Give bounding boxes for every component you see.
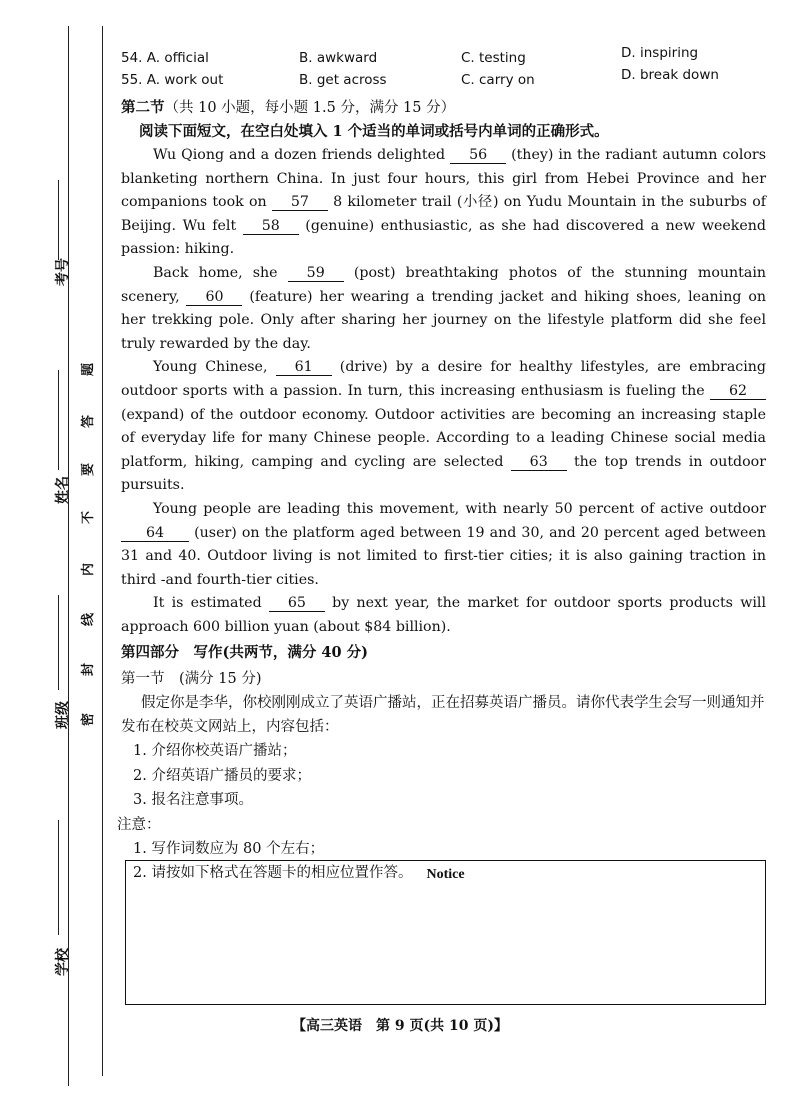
seal-char: 封 bbox=[81, 662, 97, 677]
part4-heading: 第四部分 写作(共两节，满分 40 分) bbox=[121, 644, 368, 662]
seal-char: 密 bbox=[81, 712, 97, 727]
note-label: 注意： bbox=[117, 816, 161, 833]
class-label: 班级 bbox=[55, 701, 71, 729]
blank-61: 61 bbox=[276, 359, 332, 376]
note-item: 1. 写作词数应为 80 个左右； bbox=[133, 840, 325, 857]
class-blank bbox=[58, 595, 59, 690]
passage-text: Young Chinese, bbox=[153, 359, 276, 376]
option-55-a: 55. A. work out bbox=[121, 72, 224, 88]
passage-text: the top trends in outdoor pursuits. bbox=[121, 453, 766, 494]
writing-requirement-item: 3. 报名注意事项。 bbox=[133, 792, 253, 809]
margin-outer-line bbox=[68, 26, 69, 1086]
page-footer: 【高三英语 第 9 页(共 10 页)】 bbox=[292, 1018, 508, 1034]
option-55-b: B. get across bbox=[299, 72, 387, 88]
writing-prompt: 假定你是李华，你校刚刚成立了英语广播站，正在招募英语广播员。请你代表学生会写一则通知并发布在校英文网站上，内容包括： bbox=[121, 695, 765, 736]
blank-57: 57 bbox=[272, 194, 328, 211]
part4-section1-heading: 第一节 (满分 15 分) bbox=[121, 671, 262, 688]
section2-heading bbox=[121, 96, 766, 118]
seal-char: 题 bbox=[81, 362, 97, 377]
seal-char: 答 bbox=[81, 414, 97, 429]
exam-no-label: 考号 bbox=[55, 258, 71, 286]
blank-60: 60 bbox=[186, 289, 242, 306]
passage-text: (post) breathtaking photos of the stunning mountain scenery, bbox=[121, 264, 766, 305]
option-54-c: C. testing bbox=[461, 50, 526, 66]
writing-requirement-item: 2. 介绍英语广播员的要求； bbox=[133, 767, 311, 784]
blank-59: 59 bbox=[288, 265, 344, 282]
page-content bbox=[117, 45, 766, 886]
option-55-d: D. break down bbox=[621, 67, 719, 83]
notice-title: Notice bbox=[426, 867, 465, 882]
section2-instruction: 阅读下面短文，在空白处填入 1 个适当的单词或括号内单词的正确形式。 bbox=[139, 123, 609, 140]
seal-char: 内 bbox=[81, 562, 97, 577]
passage-text: Back home, she bbox=[153, 264, 288, 281]
passage-text: 8 kilometer trail (小径) on Yudu Mountain in the suburbs of Beijing. Wu felt bbox=[121, 194, 766, 234]
passage-text: It is estimated bbox=[153, 595, 269, 612]
passage-text: (expand) of the outdoor economy. Outdoor activities are becoming an increasing staple of everyday life for many Chinese people. According to a leading Chinese social media platform, hiking, camping and cycling are selected bbox=[121, 406, 766, 470]
passage-paragraph-1 bbox=[121, 144, 766, 262]
section2-note: （共 10 小题，每小题 1.5 分，满分 15 分） bbox=[164, 100, 456, 116]
passage-text: Wu Qiong and a dozen friends delighted bbox=[153, 147, 451, 163]
blank-58: 58 bbox=[243, 218, 299, 235]
school-blank bbox=[58, 820, 59, 935]
name-label: 姓名 bbox=[55, 476, 71, 504]
passage-paragraph-3 bbox=[121, 356, 766, 498]
passage-text: (drive) by a desire for healthy lifestyles, are embracing outdoor sports with a passion. In turn, this increasing enthusiasm is fueling the bbox=[121, 359, 766, 399]
name-blank bbox=[58, 370, 59, 470]
blank-62: 62 bbox=[710, 383, 766, 400]
blank-64: 64 bbox=[121, 525, 189, 542]
section2-title: 第二节 bbox=[121, 99, 165, 116]
margin-inner-line bbox=[102, 26, 103, 1076]
option-54-d: D. inspiring bbox=[621, 45, 699, 61]
note-item: 2. 请按如下格式在答题卡的相应位置作答。 bbox=[133, 865, 413, 882]
seal-char: 线 bbox=[81, 612, 97, 627]
option-54-b: B. awkward bbox=[299, 50, 378, 66]
passage-paragraph-2 bbox=[121, 262, 766, 356]
school-label: 学校 bbox=[55, 948, 71, 976]
writing-requirement-item: 1. 介绍你校英语广播站； bbox=[133, 743, 297, 760]
passage-text: by next year, the market for outdoor sports products will approach 600 billion yuan (about $84 billion). bbox=[121, 595, 766, 635]
blank-63: 63 bbox=[511, 454, 567, 471]
seal-char: 要 bbox=[81, 462, 97, 477]
passage-text: (they) in the radiant autumn colors blanketing northern China. In just four hours, this girl from Hebei Province and her companions took on bbox=[121, 147, 766, 211]
option-55-c: C. carry on bbox=[461, 72, 535, 88]
passage-text: (genuine) enthusiastic, as she had discovered a new weekend passion: hiking. bbox=[121, 217, 766, 258]
seal-char: 不 bbox=[81, 510, 97, 525]
option-54-a: 54. A. official bbox=[121, 50, 209, 66]
passage-paragraph-5 bbox=[121, 592, 766, 639]
passage-text: Young people are leading this movement, with nearly 50 percent of active outdoor bbox=[153, 500, 766, 517]
exam-no-blank bbox=[58, 180, 59, 260]
passage-text: (feature) her wearing a trending jacket and hiking shoes, leaning on her trekking pole. Only after sharing her journey on the lifestyle platform did she feel truly rewarded by the day. bbox=[121, 288, 766, 352]
notice-answer-box[interactable] bbox=[125, 860, 766, 1005]
option-row-55 bbox=[121, 67, 766, 94]
passage-text: (user) on the platform aged between 19 and 30, and 20 percent aged between 31 and 40. Outdoor living is not limited to first-tier cities; it is also gaining traction in third -and fourth-tier cities. bbox=[121, 524, 766, 588]
blank-65: 65 bbox=[269, 595, 325, 612]
passage-paragraph-4 bbox=[121, 498, 766, 592]
blank-56: 56 bbox=[450, 147, 506, 164]
